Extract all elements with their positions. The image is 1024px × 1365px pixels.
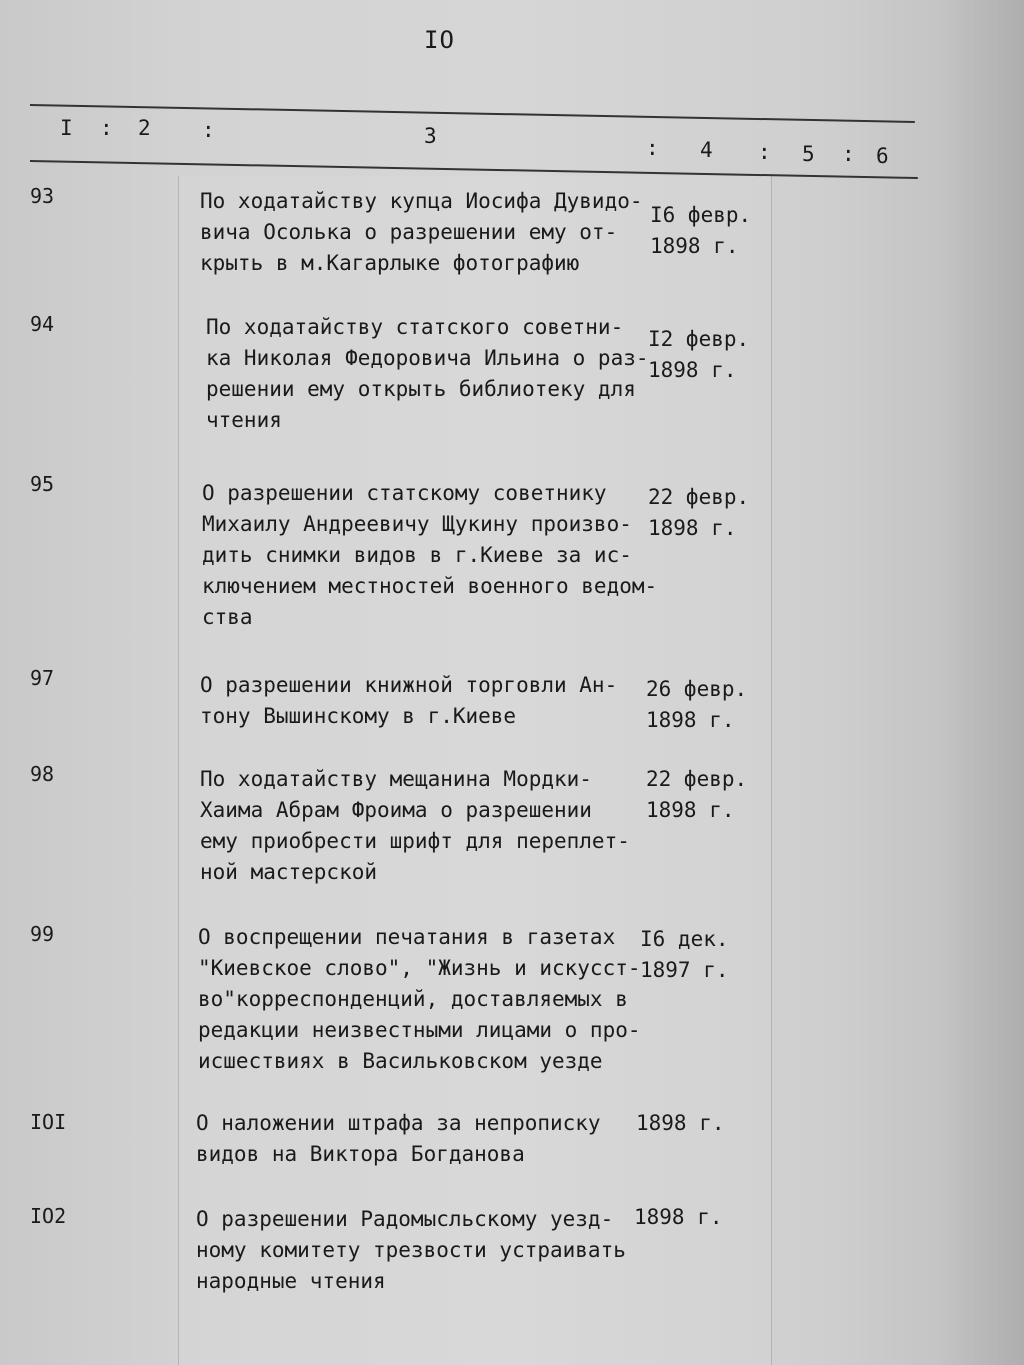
row-date: [650, 200, 800, 262]
row-number: 93: [30, 184, 55, 208]
row-number: 95: [30, 472, 55, 496]
description-line: тону Вышинскому в г.Киеве: [200, 704, 517, 728]
header-separator: :: [758, 140, 771, 164]
date-line: 26 февр.: [646, 677, 748, 701]
date-line: I6 февр.: [650, 203, 752, 227]
header-col-2: 2: [138, 116, 151, 140]
description-line: ключением местностей военного ведом-: [202, 574, 658, 598]
row-date: [636, 1108, 786, 1139]
row-description: [200, 670, 640, 732]
description-line: вича Осолька о разрешении ему от-: [200, 220, 618, 244]
row-number: 98: [30, 762, 55, 786]
row-date: [646, 674, 796, 736]
description-line: По ходатайству купца Иосифа Дувидо-: [200, 189, 643, 213]
date-line: 1898 г.: [650, 234, 739, 258]
description-line: Михаилу Андреевичу Щукину произво-: [202, 512, 632, 536]
header-separator: :: [646, 136, 659, 160]
row-description: [202, 478, 658, 633]
date-line: 1898 г.: [636, 1111, 725, 1135]
description-line: народные чтения: [196, 1269, 386, 1293]
description-line: видов на Виктора Богданова: [196, 1142, 525, 1166]
header-col-3: 3: [424, 124, 437, 148]
description-line: ства: [202, 605, 253, 629]
description-line: исшествиях в Васильковском уезде: [198, 1049, 603, 1073]
page-edge-shadow: [935, 0, 1024, 1365]
row-number: 99: [30, 922, 55, 946]
row-date: [648, 482, 798, 544]
row-description: [200, 764, 640, 888]
row-description: [196, 1108, 636, 1170]
page-number: IO: [424, 26, 455, 54]
description-line: ному комитету трезвости устраивать: [196, 1238, 626, 1262]
date-line: I6 дек.: [640, 927, 729, 951]
description-line: ной мастерской: [200, 860, 378, 884]
date-line: I2 февр.: [648, 327, 750, 351]
date-line: 22 февр.: [646, 767, 748, 791]
date-line: 1898 г.: [634, 1205, 723, 1229]
row-number: IOI: [30, 1110, 67, 1134]
description-line: редакции неизвестными лицами о про-: [198, 1018, 641, 1042]
header-col-4: 4: [700, 138, 713, 162]
row-date: [634, 1202, 784, 1233]
description-line: Хаима Абрам Фроима о разрешении: [200, 798, 592, 822]
row-number: 97: [30, 666, 55, 690]
row-description: [196, 1204, 636, 1297]
description-line: ему приобрести шрифт для переплет-: [200, 829, 630, 853]
description-line: во"корреспонденций, доставляемых в: [198, 987, 628, 1011]
date-line: 22 февр.: [648, 485, 750, 509]
row-description: [198, 922, 641, 1077]
row-number: IO2: [30, 1204, 67, 1228]
description-line: По ходатайству мещанина Мордки-: [200, 767, 592, 791]
description-line: решении ему открыть библиотеку для: [206, 377, 636, 401]
description-line: О разрешении Радомысльскому уезд-: [196, 1207, 614, 1231]
description-line: крыть в м.Кагарлыке фотографию: [200, 251, 580, 275]
description-line: дить снимки видов в г.Киеве за ис-: [202, 543, 632, 567]
row-description: [200, 186, 643, 279]
description-line: чтения: [206, 408, 282, 432]
date-line: 1898 г.: [646, 708, 735, 732]
date-line: 1898 г.: [646, 798, 735, 822]
header-col-6: 6: [876, 144, 889, 168]
header-col-1: I: [60, 116, 73, 140]
date-line: 1898 г.: [648, 516, 737, 540]
description-line: О разрешении книжной торговли Ан-: [200, 673, 618, 697]
row-description: [206, 312, 649, 436]
row-date: [648, 324, 798, 386]
description-line: "Киевское слово", "Жизнь и искусст-: [198, 956, 641, 980]
date-line: 1897 г.: [640, 958, 729, 982]
header-separator: :: [100, 116, 113, 140]
description-line: О наложении штрафа за непрописку: [196, 1111, 601, 1135]
description-line: О воспрещении печатания в газетах: [198, 925, 616, 949]
description-line: По ходатайству статского советни-: [206, 315, 624, 339]
header-separator: :: [842, 142, 855, 166]
row-date: [640, 924, 790, 986]
row-date: [646, 764, 796, 826]
date-line: 1898 г.: [648, 358, 737, 382]
description-line: О разрешении статскому советнику: [202, 481, 607, 505]
header-separator: :: [202, 118, 215, 142]
row-number: 94: [30, 312, 55, 336]
header-col-5: 5: [802, 142, 815, 166]
description-line: ка Николая Федоровича Ильина о раз-: [206, 346, 649, 370]
